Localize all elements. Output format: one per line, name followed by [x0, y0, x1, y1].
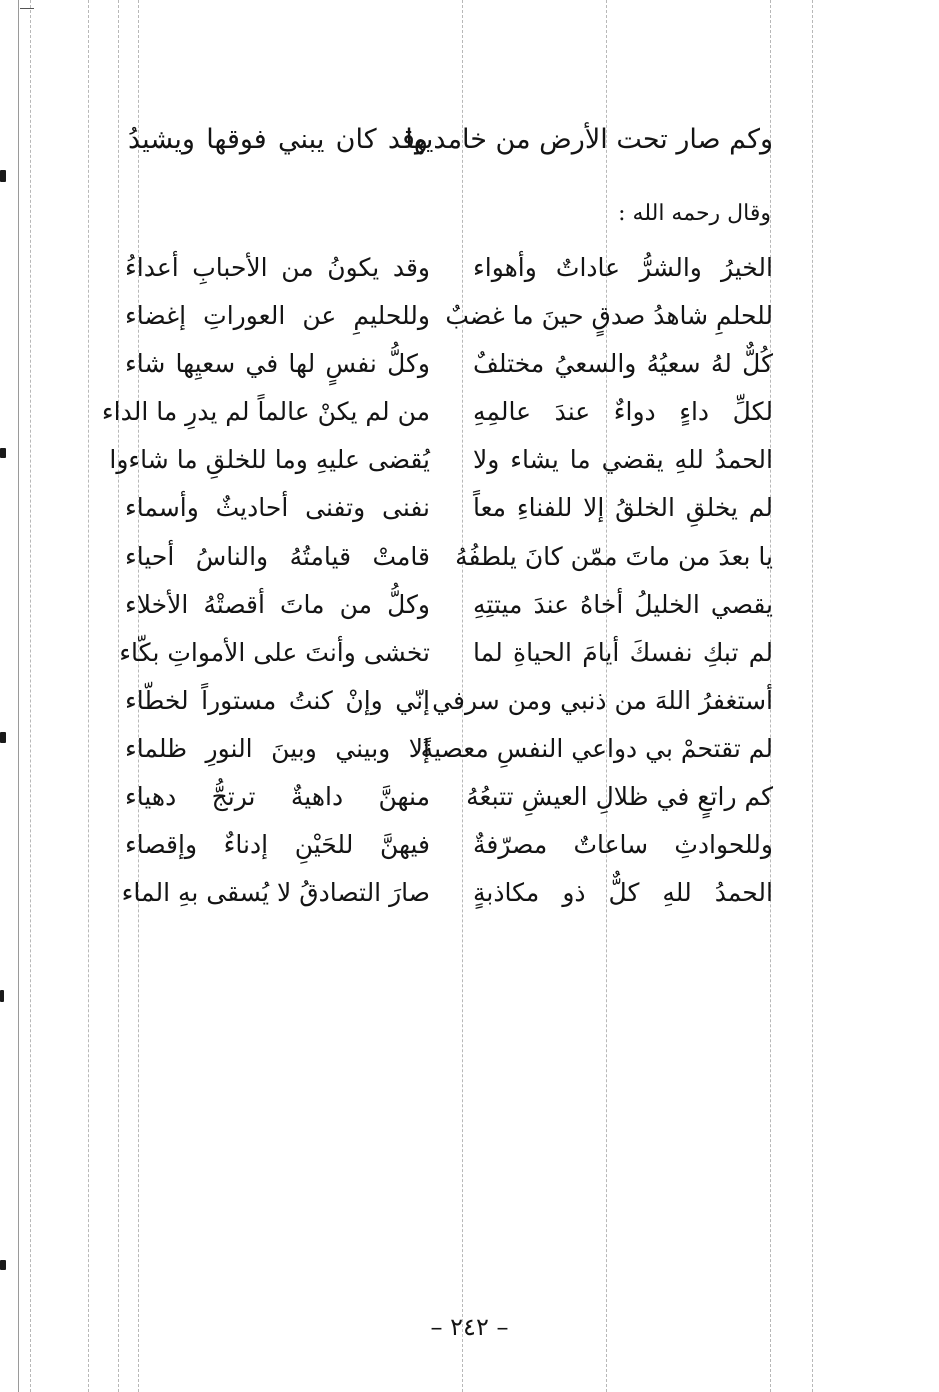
verse-first-hemistich: أستغفرُ اللهَ من ذنبي ومن سرفي: [432, 685, 773, 715]
verse: [0, 629, 939, 677]
verse-second-hemistich: منهنَّ داهيةٌ ترتجُّ دهياء: [125, 782, 430, 812]
verse: [0, 533, 939, 581]
verse-first-hemistich: الخيرُ والشرُّ عاداتٌ وأهواء: [473, 253, 773, 282]
intro-verse-first-hemistich: وكم صار تحت الأرض من خامديها: [405, 124, 773, 155]
verse-second-hemistich: قامتْ قيامتُهُ والناسُ أحياء: [125, 541, 430, 571]
margin-mark: [0, 990, 4, 1002]
verse-first-hemistich: يقصي الخليلُ أخاهُ عندَ ميتتِهِ: [473, 589, 773, 619]
verse-first-hemistich: لم تبكِ نفسكَ أيامَ الحياةِ لما: [473, 637, 773, 667]
verse-first-hemistich: وللحوادثِ ساعاتٌ مصرّفةٌ: [473, 830, 773, 860]
verse: [0, 484, 939, 532]
verse-second-hemistich: تخشى وأنتَ على الأمواتِ بكّاء: [119, 637, 430, 667]
page-number: – ٢٤٢ –: [430, 1313, 509, 1341]
verse: [0, 773, 939, 821]
verse: [0, 436, 939, 484]
verse-first-hemistich: لكلِّ داءٍ دواءٌ عندَ عالمِهِ: [473, 397, 773, 427]
verse-second-hemistich: صارَ التصادقُ لا يُسقى بهِ الماء: [121, 878, 430, 908]
verse-second-hemistich: وكلُّ من ماتَ أقصتْهُ الأخلاء: [125, 589, 430, 619]
verse-first-hemistich: يا بعدَ من ماتَ ممّن كانَ يلطفُهُ: [455, 541, 773, 571]
poem-heading: وقال رحمه الله :: [618, 201, 771, 226]
verse-second-hemistich: نفنى وتفنى أحاديثٌ وأسماء: [125, 493, 430, 523]
verse-second-hemistich: وكلُّ نفسٍ لها في سعيِها شاء: [125, 349, 430, 379]
verse: [0, 821, 939, 869]
margin-mark: [0, 170, 6, 182]
verse-first-hemistich: لم يخلقِ الخلقُ إلا للفناءِ معاً: [473, 493, 773, 523]
verse: [0, 244, 939, 292]
verse-first-hemistich: للحلمِ شاهدُ صدقٍ حينَ ما غضبٌ: [445, 301, 773, 331]
verse-second-hemistich: إلا وبيني وبينَ النورِ ظلماء: [125, 733, 430, 763]
verse: [0, 677, 939, 725]
verse: [0, 340, 939, 388]
verse-second-hemistich: فيهنَّ للحَيْنِ إدناءٌ وإقصاء: [125, 830, 430, 860]
verse-second-hemistich: وللحليمِ عن العوراتِ إغضاء: [125, 301, 430, 331]
verse: [0, 388, 939, 436]
verse-second-hemistich: من لم يكنْ عالماً لم يدرِ ما الداء: [101, 397, 430, 427]
verse-first-hemistich: كُلٌّ لهُ سعيُهُ والسعيُ مختلفٌ: [473, 349, 773, 379]
verse-first-hemistich: كم راتعٍ في ظلالِ العيشِ تتبعُهُ: [466, 782, 773, 812]
verse-first-hemistich: الحمدُ للهِ يقضي ما يشاء ولا: [473, 445, 773, 475]
verse: [0, 725, 939, 773]
verse-second-hemistich: إنّي وإنْ كنتُ مستوراً لخطّاء: [125, 685, 430, 715]
intro-verse-second-hemistich: وقد كان يبني فوقها ويشيدُ: [128, 124, 428, 155]
verse: [0, 292, 939, 340]
verse-first-hemistich: لم تقتحمْ بي دواعي النفسِ معصيةً: [420, 733, 773, 763]
poem-verses: [0, 244, 939, 917]
verse-second-hemistich: وقد يكونُ من الأحبابِ أعداءُ: [125, 253, 430, 282]
verse: [0, 869, 939, 917]
margin-mark: [0, 1260, 6, 1270]
scan-corner-tick: [20, 8, 34, 9]
verse-second-hemistich: يُقضى عليهِ وما للخلقِ ما شاءوا: [109, 445, 430, 475]
verse: [0, 581, 939, 629]
verse-first-hemistich: الحمدُ للهِ كلٌّ ذو مكاذبةٍ: [473, 878, 773, 908]
